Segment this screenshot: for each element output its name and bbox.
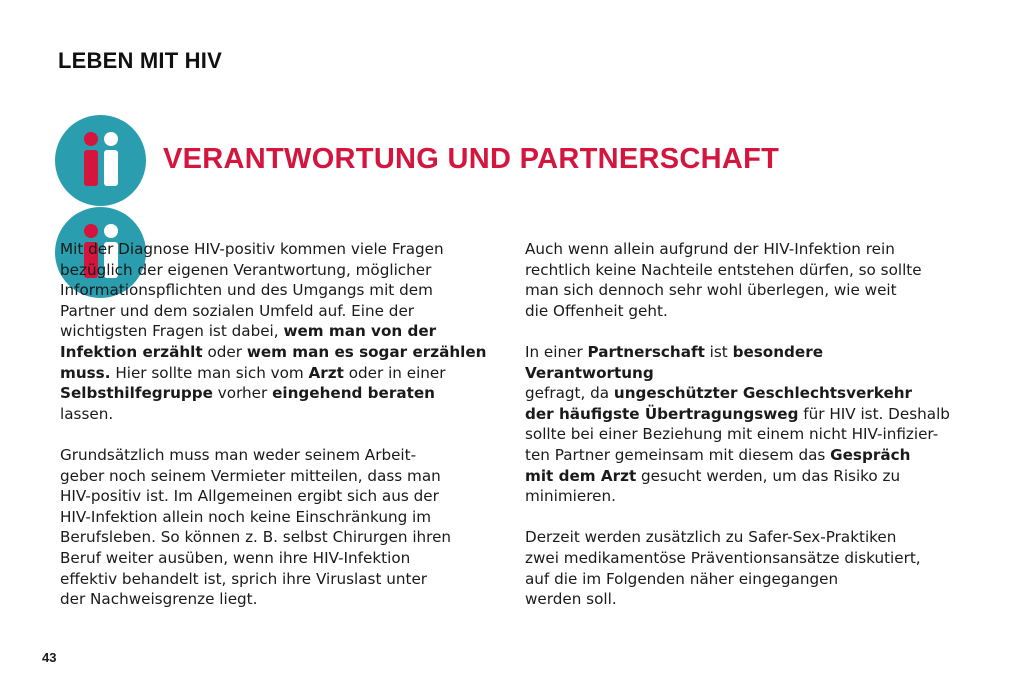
bold-text: Partnerschaft [587, 342, 705, 361]
info-glyph [55, 115, 146, 206]
text-run: vorher [212, 384, 273, 403]
text-run: gesucht werden, um das Risiko zu minimieren. [525, 466, 901, 506]
bold-text: wem man von der Infektion erzählt [60, 322, 437, 361]
paragraph [525, 527, 955, 609]
text-run: Auch wenn allein aufgrund der HIV-Infektion rein rechtlich keine Nachteile entstehen dürfen, so sollte man sich dennoch sehr wohl überlegen, wie weit die Offenheit geht. [525, 240, 922, 320]
text-run: Mit der Diagnose HIV-positiv kommen viele Fragen bezüglich der eigenen Verantwortung, möglicher Informationspflichten und des Umgangs mit dem Partner und dem sozialen Umfeld auf. Eine der wichtigsten Fragen ist dabei, [60, 240, 444, 341]
text-run: oder [202, 342, 247, 361]
text-run: ist [704, 342, 733, 361]
text-run: oder in einer [348, 363, 446, 382]
bold-text: eingehend beraten [272, 384, 435, 403]
right-column [525, 239, 955, 630]
info-icon [55, 115, 146, 206]
left-column [60, 239, 490, 630]
bold-text: besondere Verantwortung [525, 342, 824, 382]
bold-text: wem man es sogar erzählen muss. [60, 342, 487, 382]
text-run: Derzeit werden zusätzlich zu Safer-Sex-Praktiken zwei medikamentöse Präventionsansätze diskutiert, auf die im Folgenden näher eingegangen werden soll. [525, 528, 921, 609]
bold-text: Gespräch mit dem Arzt [525, 445, 911, 485]
text-run: Hier sollte man sich vom [110, 363, 309, 382]
section-title: LEBEN MIT HIV [58, 48, 222, 73]
text-run: In einer [525, 342, 588, 361]
bold-text: Arzt [308, 363, 344, 382]
text-run: gefragt, da [525, 384, 610, 403]
paragraph [525, 239, 955, 321]
bold-text: Selbsthilfegruppe [60, 384, 213, 403]
bold-text: ungeschützter Geschlechtsverkehr der häufigste Übertragungsweg [525, 384, 913, 423]
text-run: lassen. [60, 404, 114, 423]
text-run: für HIV ist. Deshalb sollte bei einer Beziehung mit einem nicht HIV-infizier- ten Partner gemeinsam mit diesem das [525, 404, 950, 464]
page-number: 43 [42, 650, 57, 665]
text-run: Grundsätzlich muss man weder seinem Arbeit- geber noch seinem Vermieter mitteilen, dass man HIV-positiv ist. Im Allgemeinen ergibt sich aus der HIV-Infektion allein noch keine Einschränkung im Berufsleben. So können z. B. selbst Chirurgen ihren Beruf weiter ausüben, wenn ihre HIV-Infektion effektiv behandelt ist, sprich ihre Viruslast unter der Nachweisgrenze liegt. [60, 445, 452, 609]
paragraph [60, 239, 490, 424]
page-heading: VERANTWORTUNG UND PARTNERSCHAFT [163, 143, 780, 175]
paragraph [525, 342, 955, 507]
paragraph [60, 445, 490, 610]
